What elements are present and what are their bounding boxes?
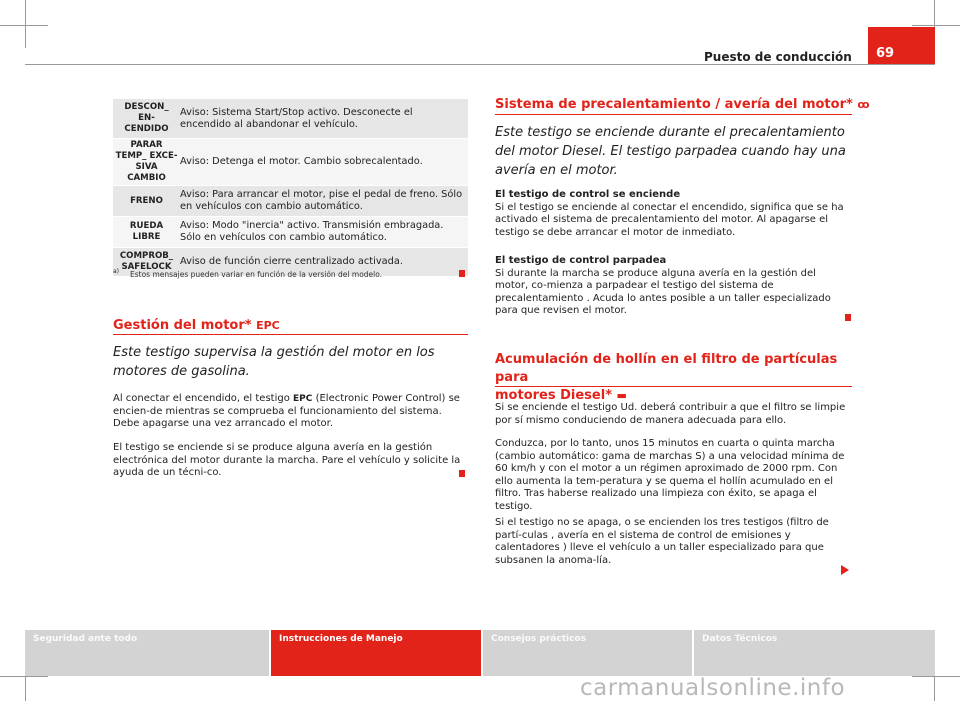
table-value: Aviso: Detenga el motor. Cambio sobrecalentado.: [180, 156, 423, 167]
page-number: 69: [876, 46, 895, 61]
particle-filter-icon: ▬: [616, 389, 627, 402]
watermark: carmanualsonline.info: [580, 675, 846, 701]
footer-tab-safety[interactable]: Seguridad ante todo: [25, 630, 269, 676]
table-value: Aviso: Sistema Start/Stop activo. Desconecte el encendido al abandonar el vehículo.: [180, 106, 413, 130]
continue-arrow-icon: [841, 565, 849, 575]
table-row: [113, 186, 468, 217]
crop-mark: [0, 25, 48, 26]
epc-icon: EPC: [293, 394, 313, 404]
footer-tab-practical-tips[interactable]: Consejos prácticos: [483, 630, 692, 676]
messages-table: [113, 99, 468, 277]
paragraph: El testigo de control parpadea Si durante la marcha se produce alguna avería en la gestión del motor, co-mienza a parpadear el testigo del sistema de precalentamiento . Acuda lo antes posible a un taller especializado para que revisen el motor.: [495, 255, 852, 318]
subheading: El testigo de control parpadea: [495, 255, 667, 266]
paragraph: El testigo se enciende si se produce alguna avería en la gestión electrónica del motor durante la marcha. Pare el vehículo y solicite la ayuda de un técni-co.: [113, 442, 461, 479]
section-end-mark: [459, 470, 465, 477]
table-key: RUEDA LIBRE: [129, 221, 164, 242]
crop-mark: [25, 0, 26, 48]
crop-mark: [0, 676, 48, 677]
section-end-mark: [459, 270, 465, 277]
epc-icon: EPC: [256, 319, 280, 332]
table-row: [113, 99, 468, 139]
running-header: Puesto de conducción: [704, 50, 852, 64]
table-key: COMPROB_ SAFELOCK: [119, 251, 174, 272]
section-title-particle-filter: Acumulación de hollín en el filtro de partículas para motores Diesel* ▬: [495, 352, 838, 403]
section-end-mark: [845, 314, 851, 321]
footer-tab-operating-instructions[interactable]: Instrucciones de Manejo: [271, 630, 481, 676]
section-rule: [495, 386, 852, 387]
table-value: Aviso: Para arrancar el motor, pise el pedal de freno. Sólo en vehículos con cambio automático.: [180, 189, 463, 212]
table-key: FRENO: [130, 195, 163, 206]
footer-tab-technical-data[interactable]: Datos Técnicos: [694, 630, 935, 676]
section-lead: Este testigo se enciende durante el precalentamiento del motor Diesel. El testigo parpadea cuando hay una avería en el motor.: [495, 125, 846, 178]
paragraph: Al conectar el encendido, el testigo EPC (Electronic Power Control) se encien-de mientras se comprueba el funcionamiento del sistema. Debe apagarse una vez arrancado el motor.: [113, 393, 460, 430]
table-key: PARAR TEMP_ EXCE- SIVA CAMBIO: [115, 140, 178, 183]
section-rule: [495, 114, 852, 115]
crop-mark: [912, 25, 960, 26]
footnote: Estos mensajes pueden variar en función de la versión del modelo.: [130, 270, 383, 279]
table-value: Aviso: Modo "inercia" activo. Transmisión embragada. Sólo en vehículos con cambio automático.: [180, 220, 444, 243]
table-key: DESCON_ EN- CENDIDO: [124, 102, 169, 134]
table-value: Aviso de función cierre centralizado activada.: [180, 256, 403, 267]
paragraph: Si se enciende el testigo Ud. deberá contribuir a que el filtro se limpie por sí mismo conduciendo de manera adecuada para ello.: [495, 402, 846, 426]
footnote-marker: a): [113, 268, 120, 275]
paragraph: Conduzca, por lo tanto, unos 15 minutos en cuarta o quinta marcha (cambio automático: gama de marchas S) a una velocidad mínima de 60 km/h y con el motor a un régimen aproximado de 2000 rpm. Con ello aumenta la tem-peratura y se quema el hollín acumulado en el filtro. Tras haberse realizado una limpieza con éxito, se apaga el testigo.: [495, 438, 845, 512]
subheading: El testigo de control se enciende: [495, 189, 681, 200]
section-title-preheating: Sistema de precalentamiento / avería del motor* ꝏ: [495, 97, 870, 112]
table-row: [113, 217, 468, 248]
section-rule: [113, 334, 468, 335]
paragraph: Si el testigo no se apaga, o se encienden los tres testigos (filtro de partí-culas , avería en el sistema de control de emisiones y calentadores ) lleve el vehículo a un taller especializado para que subsanen la anoma-lía.: [495, 517, 829, 566]
section-title-engine-management: Gestión del motor* EPC: [113, 318, 280, 333]
table-row: [113, 139, 468, 186]
crop-mark: [912, 676, 960, 677]
paragraph: El testigo de control se enciende Si el testigo se enciende al conectar el encendido, significa que se ha activado el sistema de precalentamiento del motor. Al apagarse el testigo se debe arrancar el motor de inmediato.: [495, 189, 852, 239]
header-rule: [25, 64, 935, 65]
glow-plug-icon: ꝏ: [857, 98, 870, 111]
section-lead: Este testigo supervisa la gestión del motor en los motores de gasolina.: [113, 345, 435, 379]
